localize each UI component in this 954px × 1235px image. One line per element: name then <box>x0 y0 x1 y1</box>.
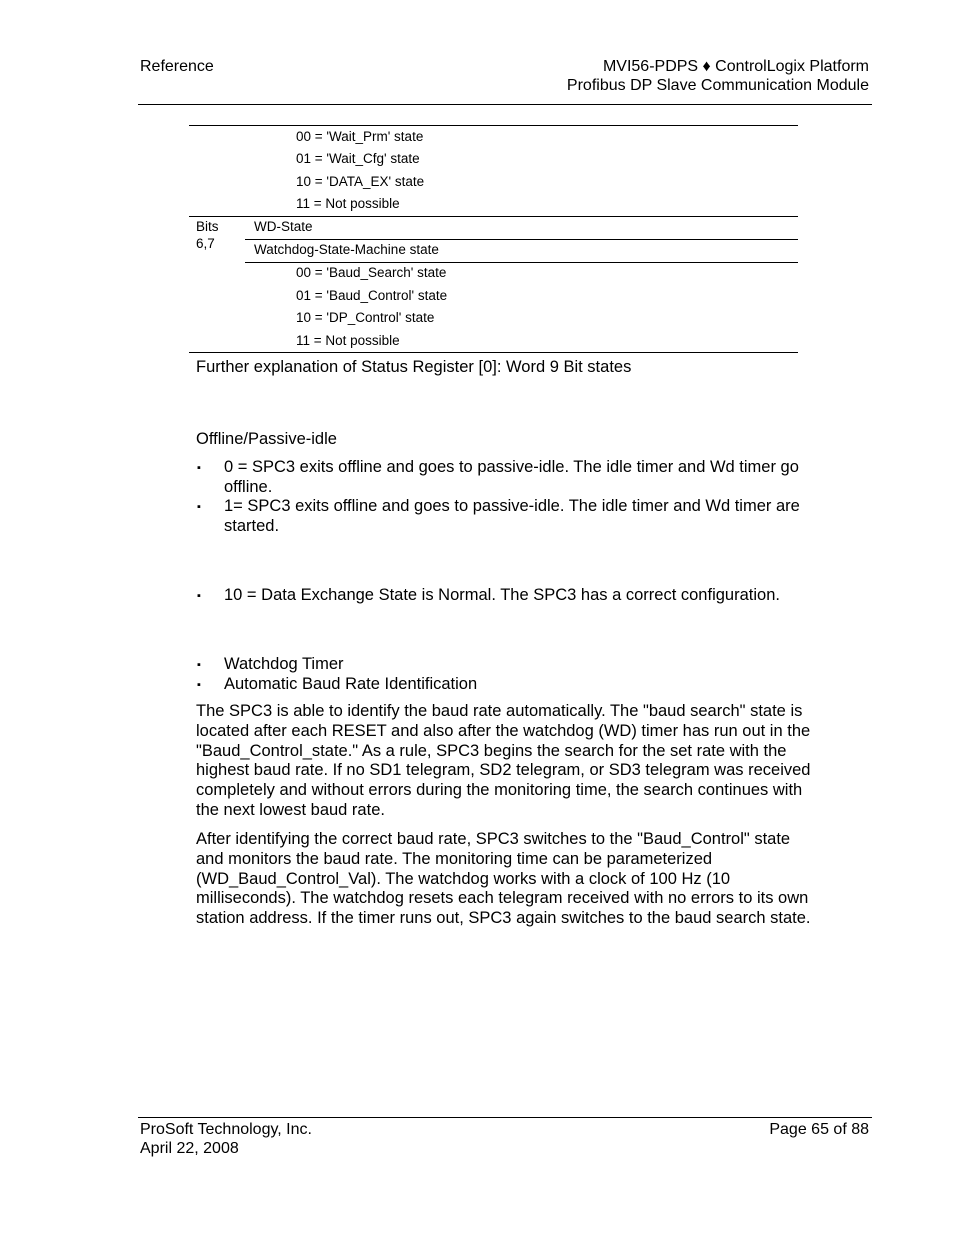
table-wd-state-subtitle: Watchdog-State-Machine state <box>254 242 439 257</box>
table-bits-label: Bits <box>196 219 219 234</box>
bullet-icon: ▪ <box>197 590 201 602</box>
table-wd-state-title: WD-State <box>254 219 313 234</box>
table-bottom-border <box>189 352 798 353</box>
table-cell-state: 11 = Not possible <box>296 333 400 348</box>
table-row-divider <box>189 216 798 217</box>
table-row-divider <box>245 239 798 240</box>
list-item: 10 = Data Exchange State is Normal. The SPC3 has a correct configuration. <box>224 586 780 604</box>
table-cell-state: 10 = 'DP_Control' state <box>296 310 435 325</box>
footer-page-number: Page 65 of 88 <box>769 1121 869 1138</box>
table-bits-value: 6,7 <box>196 236 215 251</box>
bullet-icon: ▪ <box>197 462 201 474</box>
offline-heading: Offline/Passive-idle <box>196 430 337 448</box>
table-top-border <box>189 125 798 126</box>
list-item: Automatic Baud Rate Identification <box>224 675 478 693</box>
table-cell-state: 10 = 'DATA_EX' state <box>296 174 425 189</box>
bullet-icon: ▪ <box>197 659 201 671</box>
bullet-icon: ▪ <box>197 679 201 691</box>
table-cell-state: 00 = 'Baud_Search' state <box>296 265 447 280</box>
bullet-icon: ▪ <box>197 501 201 513</box>
table-cell-state: 01 = 'Wait_Cfg' state <box>296 151 420 166</box>
baud-search-paragraph: The SPC3 is able to identify the baud rate automatically. The "baud search" state is located after each RESET and also after the watchdog (WD) timer has run out in the "Baud_Control_state." As a rule, SPC3 begins the search for the set rate with the highest baud rate. If no SD1 telegram, SD2 telegram, or SD3 telegram was received completely and without errors during the monitoring time, the search continues with the next lowest baud rate. <box>196 702 811 819</box>
list-item: 0 = SPC3 exits offline and goes to passive-idle. The idle timer and Wd timer go offline. <box>224 458 799 496</box>
table-row-divider <box>245 262 798 263</box>
table-caption: Further explanation of Status Register [0]: Word 9 Bit states <box>196 358 632 376</box>
list-item: Watchdog Timer <box>224 655 344 673</box>
header-product-subtitle: Profibus DP Slave Communication Module <box>566 77 869 94</box>
footer-date: April 22, 2008 <box>140 1140 239 1157</box>
footer-company: ProSoft Technology, Inc. <box>140 1121 312 1138</box>
table-cell-state: 11 = Not possible <box>296 196 400 211</box>
header-product-title: MVI56-PDPS ♦ ControlLogix Platform <box>602 58 869 75</box>
footer-divider <box>138 1117 872 1118</box>
table-cell-state: 00 = 'Wait_Prm' state <box>296 129 424 144</box>
header-section-label: Reference <box>140 58 214 75</box>
table-cell-state: 01 = 'Baud_Control' state <box>296 288 448 303</box>
baud-control-paragraph: After identifying the correct baud rate, SPC3 switches to the "Baud_Control" state and monitors the baud rate. The monitoring time can be parameterized (WD_Baud_Control_Val). The watchdog works with a clock of 100 Hz (10 milliseconds). The watchdog resets each telegram received with no errors to its own station address. If the timer runs out, SPC3 again switches to the baud search state. <box>196 830 811 928</box>
list-item: 1= SPC3 exits offline and goes to passive-idle. The idle timer and Wd timer are started. <box>224 497 800 535</box>
header-divider <box>138 104 872 105</box>
